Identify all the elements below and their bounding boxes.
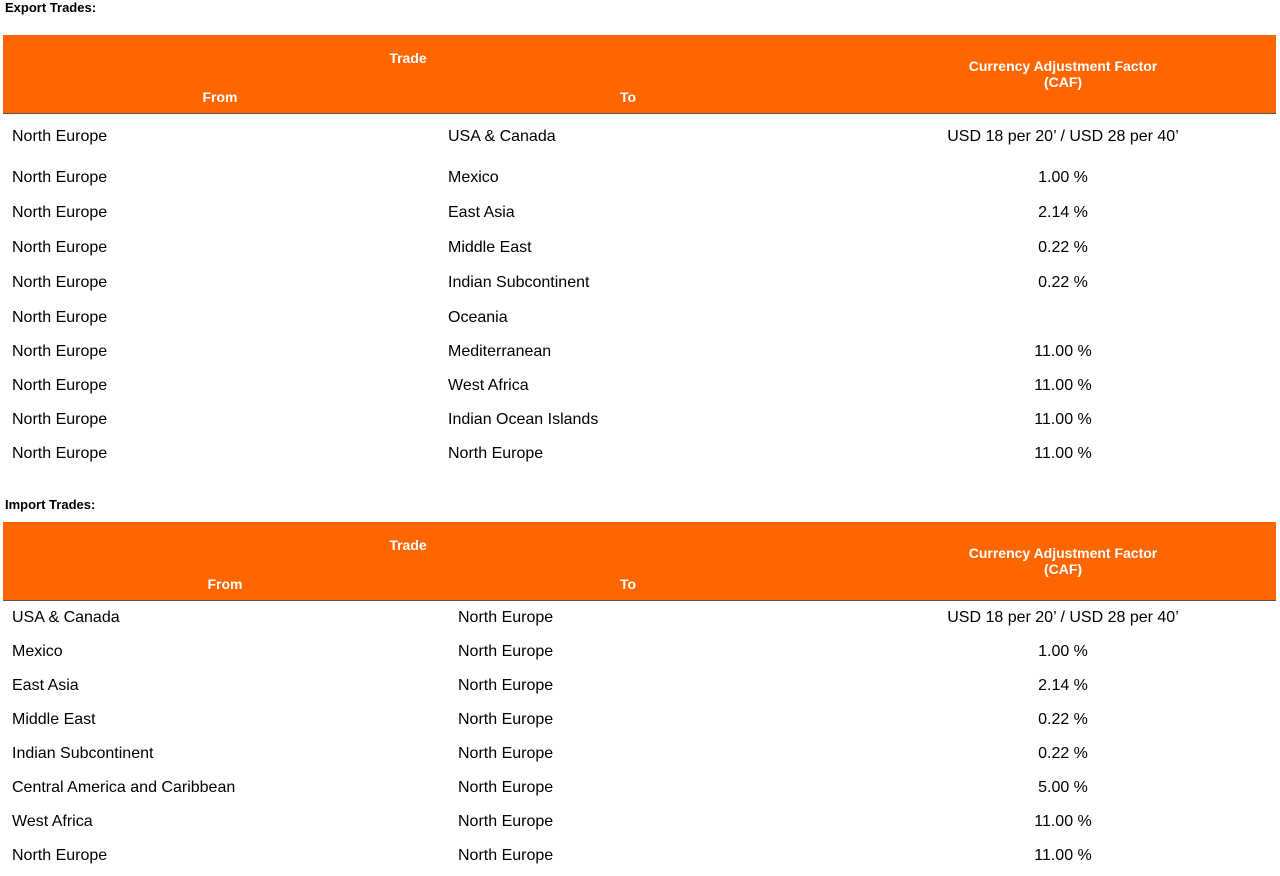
export-table-row <box>3 114 1276 160</box>
to-cell: North Europe <box>458 609 554 626</box>
from-cell: North Europe <box>12 343 108 360</box>
to-cell: North Europe <box>458 711 554 728</box>
caf-cell: 11.00 % <box>1034 411 1092 428</box>
to-cell: North Europe <box>458 643 554 660</box>
import-table-header <box>3 522 1276 601</box>
trade-header: Trade <box>389 537 427 553</box>
export-table-row <box>3 300 1276 335</box>
import-table-body <box>3 601 1276 873</box>
from-cell: North Europe <box>12 308 108 326</box>
export-table-row <box>3 437 1276 471</box>
from-cell: North Europe <box>12 445 108 462</box>
caf-cell: 11.00 % <box>1034 377 1092 394</box>
to-cell: West Africa <box>448 377 529 394</box>
export-table-row <box>3 160 1276 195</box>
to-cell: Oceania <box>448 308 508 326</box>
caf-cell: 1.00 % <box>1038 643 1088 660</box>
caf-cell: 11.00 % <box>1034 445 1092 462</box>
export-table-body <box>3 114 1276 471</box>
from-cell: North Europe <box>12 377 108 394</box>
from-cell: Middle East <box>12 711 96 728</box>
caf-cell: 0.22 % <box>1038 238 1088 256</box>
to-cell: Mediterranean <box>448 343 552 360</box>
import-table-row <box>3 737 1276 771</box>
caf-header-line1: Currency Adjustment Factor <box>968 545 1158 561</box>
from-cell: North Europe <box>12 847 108 864</box>
from-cell: North Europe <box>12 203 108 221</box>
to-cell: Indian Subcontinent <box>448 273 590 291</box>
export-trades-table <box>3 35 1276 471</box>
caf-header <box>883 545 1243 577</box>
export-table-row <box>3 369 1276 403</box>
trade-header: Trade <box>389 50 427 66</box>
to-cell: USA & Canada <box>448 128 556 145</box>
import-table-row <box>3 771 1276 805</box>
to-cell: North Europe <box>458 813 554 830</box>
to-cell: North Europe <box>458 677 554 694</box>
from-cell: Mexico <box>12 643 63 660</box>
to-cell: Middle East <box>448 238 532 256</box>
from-cell: Indian Subcontinent <box>12 745 154 762</box>
caf-cell: 11.00 % <box>1034 847 1092 864</box>
to-cell: North Europe <box>458 745 554 762</box>
to-cell: North Europe <box>458 779 554 796</box>
from-cell: USA & Canada <box>12 609 120 626</box>
to-header: To <box>619 89 637 105</box>
export-table-row <box>3 335 1276 369</box>
export-table-row <box>3 195 1276 230</box>
from-cell: Central America and Caribbean <box>12 779 236 796</box>
caf-header-line2: (CAF) <box>1043 74 1083 90</box>
to-header: To <box>619 576 637 592</box>
to-cell: North Europe <box>448 445 544 462</box>
caf-cell: 11.00 % <box>1034 343 1092 360</box>
caf-cell: 0.22 % <box>1038 745 1088 762</box>
from-cell: North Europe <box>12 273 108 291</box>
import-table-row <box>3 805 1276 839</box>
caf-cell: 5.00 % <box>1038 779 1088 796</box>
export-trades-title: Export Trades: <box>5 0 97 15</box>
export-table-row <box>3 230 1276 265</box>
to-cell: Indian Ocean Islands <box>448 411 599 428</box>
caf-header <box>883 58 1243 90</box>
import-trades-title: Import Trades: <box>5 497 96 512</box>
caf-cell: 0.22 % <box>1038 711 1088 728</box>
caf-header-line2: (CAF) <box>1043 561 1083 577</box>
caf-cell: 2.14 % <box>1038 203 1088 221</box>
to-cell: East Asia <box>448 203 515 221</box>
import-table-row <box>3 601 1276 635</box>
from-cell: North Europe <box>12 168 108 186</box>
import-table-row <box>3 839 1276 873</box>
caf-cell: 0.22 % <box>1038 273 1088 291</box>
from-cell: East Asia <box>12 677 79 694</box>
caf-cell: 1.00 % <box>1038 168 1088 186</box>
import-trades-table <box>3 522 1276 873</box>
caf-header-line1: Currency Adjustment Factor <box>968 58 1158 74</box>
caf-cell: 2.14 % <box>1038 677 1088 694</box>
import-table-row <box>3 669 1276 703</box>
caf-cell: 11.00 % <box>1034 813 1092 830</box>
export-table-header <box>3 35 1276 114</box>
from-cell: North Europe <box>12 411 108 428</box>
to-cell: Mexico <box>448 168 499 186</box>
export-table-row <box>3 265 1276 300</box>
caf-cell: USD 18 per 20’ / USD 28 per 40’ <box>947 609 1179 626</box>
from-header: From <box>207 576 243 592</box>
from-cell: North Europe <box>12 238 108 256</box>
import-table-row <box>3 635 1276 669</box>
import-table-row <box>3 703 1276 737</box>
to-cell: North Europe <box>458 847 554 864</box>
from-header: From <box>202 89 238 105</box>
from-cell: West Africa <box>12 813 93 830</box>
export-table-row <box>3 403 1276 437</box>
caf-cell: USD 18 per 20’ / USD 28 per 40’ <box>947 128 1179 145</box>
from-cell: North Europe <box>12 128 108 145</box>
